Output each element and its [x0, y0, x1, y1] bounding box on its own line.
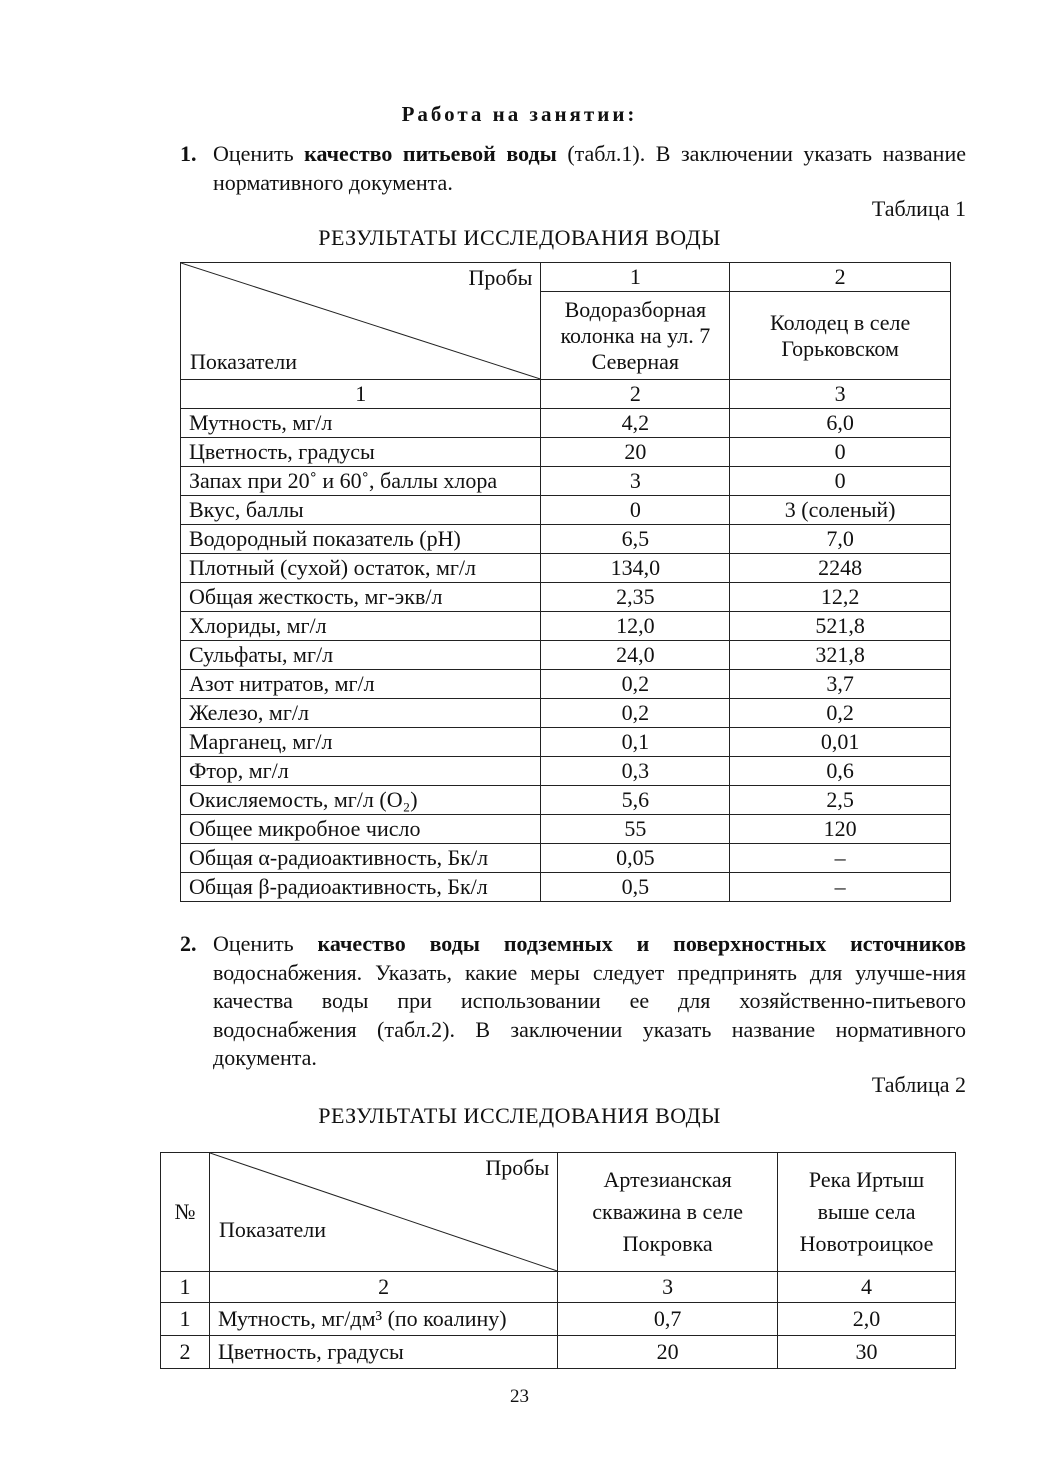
- task-1-number: 1.: [180, 141, 197, 166]
- row-value-2: –: [730, 844, 951, 873]
- table-row: [181, 409, 951, 438]
- row-value-1: 24,0: [541, 641, 730, 670]
- row-value-2: 7,0: [730, 525, 951, 554]
- row-value-2: 2,0: [778, 1303, 956, 1336]
- table-2-probes-label: Пробы: [485, 1155, 550, 1180]
- table-2-title: РЕЗУЛЬТАТЫ ИССЛЕДОВАНИЯ ВОДЫ: [318, 1103, 721, 1128]
- table-1-column-number: 3: [730, 380, 951, 409]
- row-number: 2: [161, 1336, 210, 1369]
- table-2-column-number: 2: [209, 1272, 557, 1303]
- row-label: Сульфаты, мг/л: [181, 641, 541, 670]
- row-label: Мутность, мг/л: [181, 409, 541, 438]
- row-value-1: 3: [541, 467, 730, 496]
- row-label: Марганец, мг/л: [181, 728, 541, 757]
- table-2-probe-name: Река Иртыш выше села Новотроицкое: [778, 1153, 956, 1272]
- row-value-1: 0,1: [541, 728, 730, 757]
- table-row: [161, 1303, 956, 1336]
- table-row: [181, 438, 951, 467]
- table-2-indicators-label: Показатели: [218, 1217, 326, 1242]
- table-1-probe-name: Колодец в селе Горьковском: [730, 292, 951, 380]
- row-label: Цветность, градусы: [181, 438, 541, 467]
- table-1-column-number: 1: [181, 380, 541, 409]
- row-value-2: 3 (соленый): [730, 496, 951, 525]
- row-value-1: 0: [541, 496, 730, 525]
- row-number: 1: [161, 1303, 210, 1336]
- table-1-corner-cell: [181, 263, 541, 380]
- row-value-2: 120: [730, 815, 951, 844]
- row-value-2: 2,5: [730, 786, 951, 815]
- table-1-probe-number: 1: [541, 263, 730, 292]
- row-label: Хлориды, мг/л: [181, 612, 541, 641]
- task-2: [180, 930, 966, 1073]
- row-value-2: 0,2: [730, 699, 951, 728]
- table-row: [181, 757, 951, 786]
- task-1-text-a: Оценить: [213, 141, 305, 166]
- table-row: [161, 1336, 956, 1369]
- row-value-2: 0,6: [730, 757, 951, 786]
- table-row: [181, 554, 951, 583]
- table-row: [181, 815, 951, 844]
- row-value-2: 321,8: [730, 641, 951, 670]
- table-row: [181, 583, 951, 612]
- row-value-1: 2,35: [541, 583, 730, 612]
- row-value-2: 12,2: [730, 583, 951, 612]
- row-value-2: 0: [730, 438, 951, 467]
- row-label: Общая жесткость, мг-экв/л: [181, 583, 541, 612]
- table-2-name: Таблица 2: [871, 1072, 966, 1097]
- table-row: [181, 728, 951, 757]
- row-value-1: 134,0: [541, 554, 730, 583]
- task-1: [180, 140, 966, 197]
- row-value-1: 20: [541, 438, 730, 467]
- table-2-corner-cell: [209, 1153, 557, 1272]
- table-row: [181, 496, 951, 525]
- table-row: [181, 786, 951, 815]
- task-2-text-b: водоснабжения. Указать, какие меры следует предпринять для улучше-ния качества воды при использовании ее для хозяйственно-питьевого водоснабжения (табл.2). В заключении указать название нормативного документа.: [213, 959, 966, 1070]
- table-1-indicators-label: Показатели: [190, 349, 298, 374]
- table-row: [181, 641, 951, 670]
- task-2-text-a: Оценить: [213, 931, 318, 956]
- table-row: [181, 612, 951, 641]
- row-value-1: 55: [541, 815, 730, 844]
- row-value-2: 0: [730, 467, 951, 496]
- row-value-1: 0,5: [541, 873, 730, 902]
- row-value-2: 2248: [730, 554, 951, 583]
- page-number: 23: [510, 1386, 529, 1407]
- row-label: Вкус, баллы: [181, 496, 541, 525]
- table-2-number-header: №: [161, 1153, 210, 1272]
- table-2-column-number: 1: [161, 1272, 210, 1303]
- row-value-2: 3,7: [730, 670, 951, 699]
- row-value-1: 0,3: [541, 757, 730, 786]
- row-value-1: 0,7: [558, 1303, 778, 1336]
- row-value-1: 4,2: [541, 409, 730, 438]
- row-value-2: 6,0: [730, 409, 951, 438]
- table-row: [181, 525, 951, 554]
- row-label: Запах при 20˚ и 60˚, баллы хлора: [181, 467, 541, 496]
- row-label: Железо, мг/л: [181, 699, 541, 728]
- table-2-column-number: 4: [778, 1272, 956, 1303]
- row-label: Окисляемость, мг/л (О₂): [181, 786, 541, 815]
- row-value-2: –: [730, 873, 951, 902]
- row-value-1: 0,2: [541, 670, 730, 699]
- table-2-column-number: 3: [558, 1272, 778, 1303]
- row-label: Общая α-радиоактивность, Бк/л: [181, 844, 541, 873]
- table-1-title: РЕЗУЛЬТАТЫ ИССЛЕДОВАНИЯ ВОДЫ: [318, 225, 721, 250]
- row-value-1: 0,05: [541, 844, 730, 873]
- task-2-number: 2.: [180, 931, 197, 956]
- row-label: Общее микробное число: [181, 815, 541, 844]
- page-heading: Работа на занятии:: [401, 102, 638, 126]
- row-label: Фтор, мг/л: [181, 757, 541, 786]
- row-label: Азот нитратов, мг/л: [181, 670, 541, 699]
- row-value-1: 0,2: [541, 699, 730, 728]
- table-2: [160, 1152, 956, 1369]
- table-1-name: Таблица 1: [871, 196, 966, 221]
- table-1-probe-number: 2: [730, 263, 951, 292]
- row-value-2: 0,01: [730, 728, 951, 757]
- table-row: [181, 844, 951, 873]
- row-value-2: 30: [778, 1336, 956, 1369]
- row-value-1: 20: [558, 1336, 778, 1369]
- table-row: [181, 699, 951, 728]
- table-1-probe-name: Водоразборная колонка на ул. 7 Северная: [541, 292, 730, 380]
- row-value-1: 6,5: [541, 525, 730, 554]
- table-1: [180, 262, 951, 902]
- row-value-1: 12,0: [541, 612, 730, 641]
- table-1-column-number: 2: [541, 380, 730, 409]
- row-label: Плотный (сухой) остаток, мг/л: [181, 554, 541, 583]
- task-2-bold: качество воды подземных и поверхностных источников: [317, 931, 967, 956]
- row-label: Мутность, мг/дм³ (по коалину): [209, 1303, 557, 1336]
- task-1-bold: качество питьевой воды: [304, 141, 557, 166]
- table-row: [181, 670, 951, 699]
- row-label: Цветность, градусы: [209, 1336, 557, 1369]
- row-value-1: 5,6: [541, 786, 730, 815]
- row-label: Общая β-радиоактивность, Бк/л: [181, 873, 541, 902]
- row-label: Водородный показатель (рН): [181, 525, 541, 554]
- table-2-probe-name: Артезианская скважина в селе Покровка: [558, 1153, 778, 1272]
- task-1-text-b: (табл.1). В заключении указать название нормативного документа.: [213, 141, 966, 195]
- table-row: [181, 467, 951, 496]
- table-1-probes-label: Пробы: [468, 265, 533, 290]
- table-row: [181, 873, 951, 902]
- row-value-2: 521,8: [730, 612, 951, 641]
